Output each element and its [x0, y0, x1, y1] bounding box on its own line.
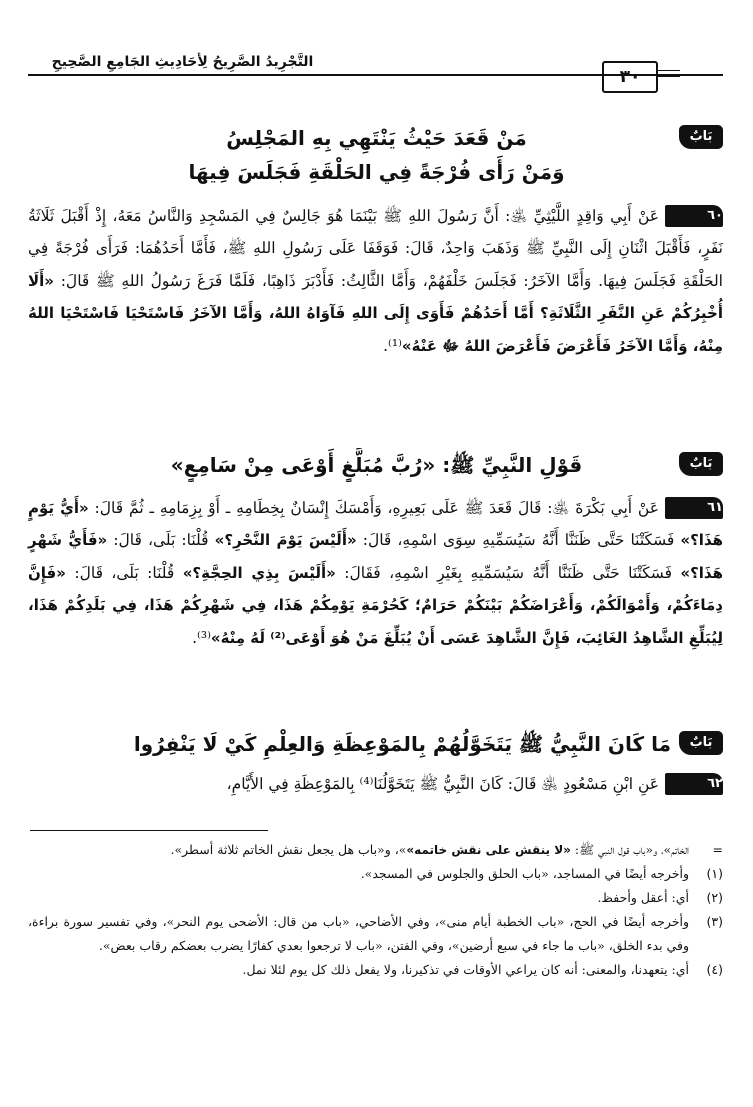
bab-badge: بَابٌ: [679, 125, 723, 149]
page-number: ٣٠: [602, 61, 658, 93]
page-number-ornament: [658, 76, 680, 77]
hadith-number: ٦٢: [665, 773, 723, 795]
chapter-title: وَمَنْ رَأَى فُرْجَةً فِي الحَلْقَةِ فَجَلَسَ فِيهَا: [188, 160, 565, 184]
footnote-mark: (٢): [706, 890, 723, 905]
footnote-1: [28, 862, 723, 886]
footnote-rule: [30, 830, 268, 831]
prophetic-quote: «أَلَيْسَ يَوْمَ النَّحْرِ؟»: [214, 531, 357, 550]
chapter-heading-1: [30, 121, 723, 189]
footnotes: [28, 838, 723, 982]
chapter-title: مَنْ قَعَدَ حَيْثُ يَنْتَهِي بِهِ المَجْلِسُ: [226, 126, 527, 150]
hadith-text: عَنِ ابْنِ مَسْعُودٍ ﵁ قَالَ: كَانَ النَّبِيُّ ﷺ يَتَخَوَّلُنَا⁽⁴⁾ بِالمَوْعِظَةِ فِي الأَيَّامِ،: [226, 775, 659, 793]
prophetic-quote: «أَيُّ يَوْمٍ هَذَا؟»: [28, 499, 724, 550]
footnote-ref: ⁽³⁾.: [192, 628, 211, 647]
hadith-text: فَسَكَتْنَا حَتَّى ظَنَنَّا أَنَّهُ سَيُسَمِّيهِ بِغَيْرِ اسْمِهِ، فَقَالَ:: [335, 563, 681, 582]
prophetic-quote: «فَأَيُّ شَهْرٍ هَذَا؟»: [28, 531, 723, 582]
prophetic-quote: «أَلَا أُخْبِرُكُمْ عَنِ النَّفَرِ الثَّلَاثَةِ؟ أَمَّا أَحَدُهُمْ فَأَوَى إِلَى اللهِ فَآوَاهُ اللهُ، وَأَمَّا الآخَرُ فَاسْتَحْيَا فَاسْتَحْيَا اللهُ مِنْهُ، وَأَمَّا الآخَرُ فَأَعْرَضَ فَأَعْرَضَ اللهُ ﷻ عَنْهُ»: [28, 271, 723, 355]
hadith-61: [28, 492, 723, 654]
footnote-text: وأخرجه أيضًا في المساجد، «باب الحلق والجلوس في المسجد».: [360, 866, 689, 881]
footnote-continuation: [28, 838, 723, 862]
footnote-mark: (١): [706, 866, 723, 881]
footnote-text: وأخرجه أيضًا في الحج، «باب الخطبة أيام منى»، وفي الأضاحي، «باب من قال: الأضحى يوم النحر»، وفي تفسير سورة براءة، وفي بدء الخلق، «باب ما جاء في سبع أرضين»، وفي الفتن، «باب لا ترجعوا بعدي كفارًا يضرب بعضكم رقاب بعض».: [28, 914, 689, 953]
footnote-text: الخاتم»، و«باب قول النبي ﷺ: «لا ينقش على نقش خاتمه»»، و«باب هل يجعل نقش الخاتم ثلاثة أسطر».: [170, 842, 689, 857]
hadith-text: عَنْ أَبِي وَاقِدٍ اللَّيْثِيِّ ﵁: أَنَّ رَسُولَ اللهِ ﷺ بَيْنَمَا هُوَ جَالِسٌ فِي المَسْجِدِ وَالنَّاسُ مَعَهُ، إِذْ أَقْبَلَ ثَلَاثَةُ نَفَرٍ، فَأَقْبَلَ اثْنَانِ إِلَى النَّبِيِّ ﷺ وَذَهَبَ وَاحِدٌ، قَالَ: فَوَقَفَا عَلَى رَسُولِ اللهِ ﷺ، فَأَمَّا أَحَدُهُمَا: فَرَأَى فُرْجَةً فِي الحَلْقَةِ فَجَلَسَ فِيهَا. وَأَمَّا الآخَرُ: فَجَلَسَ خَلْفَهُمْ، وَأَمَّا الثَّالِثُ: فَأَدْبَرَ ذَاهِبًا، فَلَمَّا فَرَغَ رَسُولُ اللهِ ﷺ قَالَ:: [28, 207, 723, 290]
footnote-mark: (٤): [706, 962, 723, 977]
chapter-heading-2: [30, 448, 723, 482]
footnote-ref: ⁽¹⁾.: [383, 336, 402, 355]
footnote-4: [28, 958, 723, 982]
hadith-text: قُلْنَا: بَلَى، قَالَ:: [107, 531, 215, 550]
running-head: التَّجْرِيدُ الصَّرِيحُ لِأَحَادِيثِ الجَامِعِ الصَّحِيحِ: [51, 54, 314, 70]
page-number-ornament: [658, 70, 680, 71]
footnote-mark: =: [712, 842, 723, 857]
footnote-3: [28, 910, 723, 958]
chapter-heading-3: [30, 727, 723, 761]
footnote-text: أي: أعقل وأحفظ.: [597, 890, 689, 905]
chapter-title: قَوْلِ النَّبِيِّ ﷺ: «رُبَّ مُبَلَّغٍ أَوْعَى مِنْ سَامِعٍ»: [170, 453, 583, 477]
hadith-number: ٦٠: [665, 205, 723, 227]
bab-badge: بَابٌ: [679, 731, 723, 755]
hadith-text: قُلْنَا: بَلَى، قَالَ:: [65, 563, 183, 582]
footnote-text: أي: يتعهدنا، والمعنى: أنه كان يراعي الأوقات في تذكيرنا، ولا يفعل ذلك كل يوم لئلا نمل.: [242, 962, 689, 977]
hadith-number: ٦١: [665, 497, 723, 519]
hadith-text: فَسَكَتْنَا حَتَّى ظَنَنَّا أَنَّهُ سَيُسَمِّيهِ سِوَى اسْمِهِ، قَالَ:: [356, 531, 681, 550]
prophetic-quote: «فَإِنَّ دِمَاءَكُمْ، وَأَمْوَالَكُمْ، وَأَعْرَاضَكُمْ بَيْنَكُمْ حَرَامٌ؛ كَحُرْمَةِ يَوْمِكُمْ هَذَا، فِي شَهْرِكُمْ هَذَا، فِي بَلَدِكُمْ هَذَا، لِيُبَلِّغِ الشَّاهِدُ الغَائِبَ، فَإِنَّ الشَّاهِدَ عَسَى أَنْ يُبَلِّغَ مَنْ هُوَ أَوْعَى⁽²⁾ لَهُ مِنْهُ»: [28, 563, 723, 647]
hadith-text: عَنْ أَبِي بَكْرَةَ ﵁: قَالَ قَعَدَ ﷺ عَلَى بَعِيرِهِ، وَأَمْسَكَ إِنْسَانٌ بِخِطَامِهِ ـ أَوْ بِزِمَامِهِ ـ ثُمَّ قَالَ:: [88, 499, 659, 517]
prophetic-quote: «أَلَيْسَ بِذِي الحِجَّةِ؟»: [182, 563, 336, 582]
hadith-60: [28, 200, 723, 362]
bab-badge: بَابٌ: [679, 452, 723, 476]
footnote-mark: (٣): [706, 914, 723, 929]
footnote-2: [28, 886, 723, 910]
hadith-62: [28, 768, 723, 800]
chapter-title: مَا كَانَ النَّبِيُّ ﷺ يَتَخَوَّلُهُمْ بِالمَوْعِظَةِ وَالعِلْمِ كَيْ لَا يَنْفِرُوا: [133, 732, 671, 756]
